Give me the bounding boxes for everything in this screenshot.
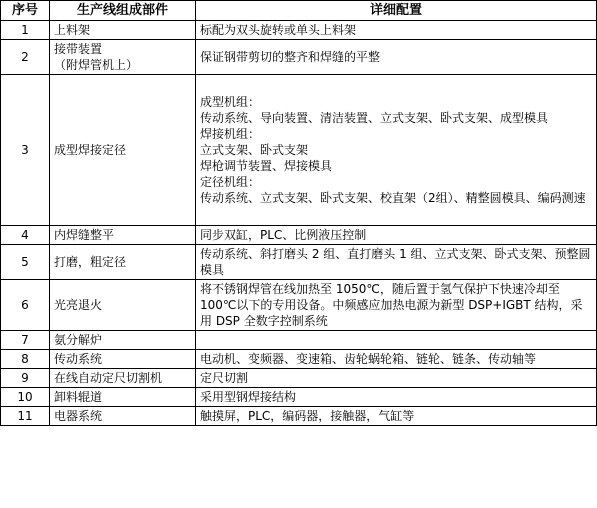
detail-line: 焊接机组： bbox=[200, 127, 261, 141]
table-row bbox=[1, 40, 597, 75]
row-number: 8 bbox=[1, 350, 50, 369]
table-row bbox=[1, 407, 597, 426]
detail-line: 采用型钢焊接结构 bbox=[200, 390, 297, 404]
component-name bbox=[50, 226, 196, 245]
component-name-line: 内焊缝整平 bbox=[54, 228, 115, 242]
component-name bbox=[50, 369, 196, 388]
detail-line: 触摸屏，PLC，编码器，接触器，气缸等 bbox=[200, 409, 415, 423]
detail-line: 传动系统、斜打磨头 2 组、直打磨头 1 组、立式支架、卧式支架、预整圆模具 bbox=[200, 247, 591, 277]
detail-line: 定尺切割 bbox=[200, 371, 249, 385]
detail-line: 保证钢带剪切的整齐和焊缝的平整 bbox=[200, 50, 381, 64]
header-detail: 详细配置 bbox=[196, 1, 597, 21]
component-name bbox=[50, 331, 196, 350]
detail-cell bbox=[196, 75, 597, 226]
header-no: 序号 bbox=[1, 1, 50, 21]
detail-line: 传动系统、导向装置、清洁装置、立式支架、卧式支架、成型模具 bbox=[200, 111, 549, 125]
table-row bbox=[1, 245, 597, 280]
header-component: 生产线组成部件 bbox=[50, 1, 196, 21]
row-number: 6 bbox=[1, 280, 50, 331]
component-name bbox=[50, 280, 196, 331]
component-name-line: 接带装置 bbox=[54, 42, 103, 56]
detail-line: 定径机组： bbox=[200, 175, 261, 189]
table-row bbox=[1, 75, 597, 226]
table-row bbox=[1, 388, 597, 407]
component-name-line: 在线自动定尺切割机 bbox=[54, 371, 163, 385]
detail-cell bbox=[196, 331, 597, 350]
component-name-line: 电器系统 bbox=[54, 409, 103, 423]
component-name-line: 卸料辊道 bbox=[54, 390, 103, 404]
component-name bbox=[50, 350, 196, 369]
component-name bbox=[50, 75, 196, 226]
table-row bbox=[1, 226, 597, 245]
detail-cell bbox=[196, 245, 597, 280]
detail-line: 电动机、变频器、变速箱、齿轮蜗轮箱、链轮、链条、传动轴等 bbox=[200, 352, 537, 366]
row-number: 2 bbox=[1, 40, 50, 75]
component-name bbox=[50, 245, 196, 280]
detail-line: 标配为双头旋转或单头上料架 bbox=[200, 23, 357, 37]
detail-cell bbox=[196, 388, 597, 407]
detail-line: 同步双缸，PLC、比例液压控制 bbox=[200, 228, 367, 242]
row-number: 1 bbox=[1, 21, 50, 40]
detail-line: 焊枪调节装置、焊接模具 bbox=[200, 159, 333, 173]
detail-cell bbox=[196, 407, 597, 426]
table-row bbox=[1, 21, 597, 40]
detail-line: 将不锈钢焊管在线加热至 1050℃，随后置于氢气保护下快速冷却至 100℃以下的专用设备。中频感应加热电源为新型 DSP+IGBT 结构，采用 DSP 全数字控制系统 bbox=[200, 282, 583, 328]
component-name-line: 上料架 bbox=[54, 23, 91, 37]
table-row bbox=[1, 350, 597, 369]
table-row bbox=[1, 369, 597, 388]
component-name bbox=[50, 407, 196, 426]
component-name-line: 氨分解炉 bbox=[54, 333, 103, 347]
component-name-line: 打磨，粗定径 bbox=[54, 255, 127, 269]
detail-cell bbox=[196, 350, 597, 369]
detail-cell bbox=[196, 369, 597, 388]
detail-cell bbox=[196, 226, 597, 245]
component-name bbox=[50, 388, 196, 407]
detail-cell bbox=[196, 21, 597, 40]
header-row bbox=[1, 1, 597, 21]
table-row bbox=[1, 331, 597, 350]
row-number: 5 bbox=[1, 245, 50, 280]
component-name-line: 成型焊接定径 bbox=[54, 143, 127, 157]
detail-line: 立式支架、卧式支架 bbox=[200, 143, 309, 157]
component-name bbox=[50, 21, 196, 40]
component-name-line: 光亮退火 bbox=[54, 298, 103, 312]
table-row bbox=[1, 280, 597, 331]
row-number: 3 bbox=[1, 75, 50, 226]
detail-line: 成型机组： bbox=[200, 95, 261, 109]
detail-line: 传动系统、立式支架、卧式支架、校直架（2组）、精整圆模具、编码测速 bbox=[200, 191, 586, 205]
component-name bbox=[50, 40, 196, 75]
row-number: 4 bbox=[1, 226, 50, 245]
row-number: 11 bbox=[1, 407, 50, 426]
component-name-line: （附焊管机上） bbox=[54, 58, 139, 72]
component-name-line: 传动系统 bbox=[54, 352, 103, 366]
detail-cell bbox=[196, 280, 597, 331]
detail-cell bbox=[196, 40, 597, 75]
row-number: 7 bbox=[1, 331, 50, 350]
row-number: 10 bbox=[1, 388, 50, 407]
row-number: 9 bbox=[1, 369, 50, 388]
